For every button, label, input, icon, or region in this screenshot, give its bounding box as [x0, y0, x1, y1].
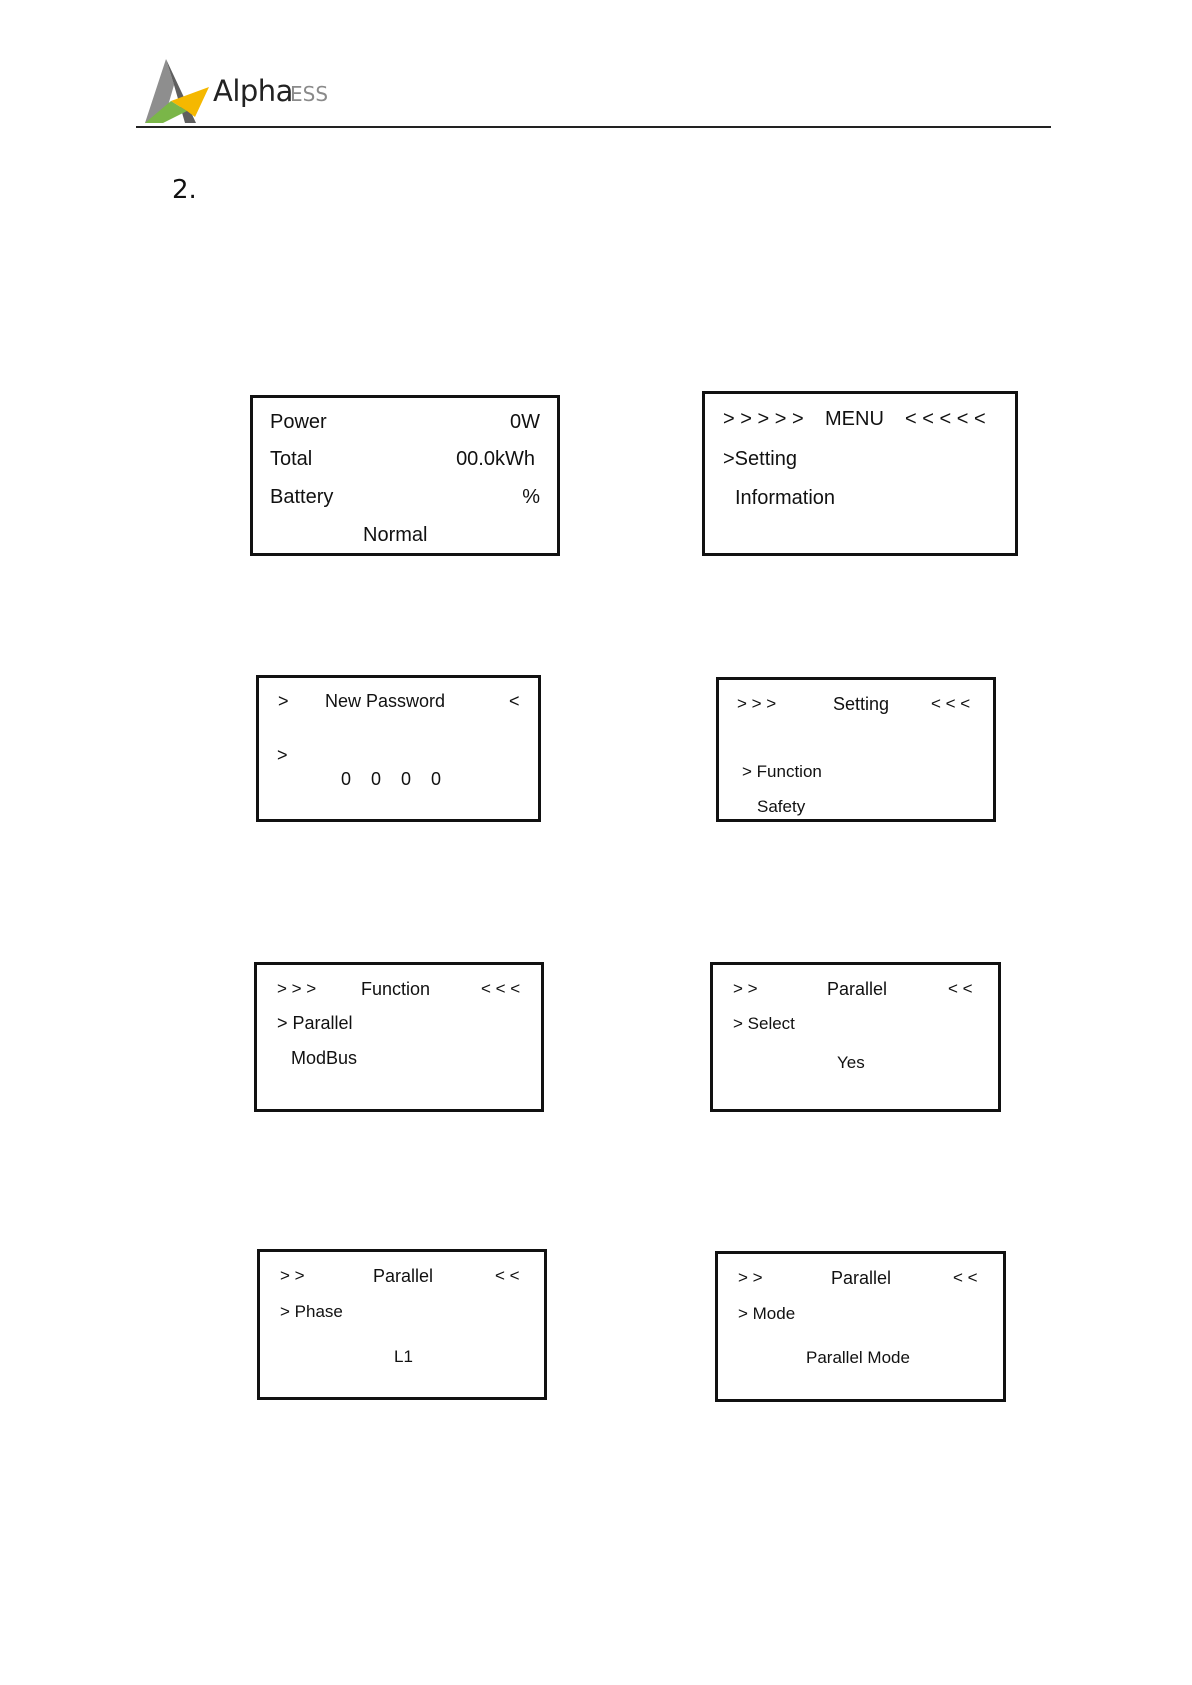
battery-label: Battery: [270, 486, 334, 508]
password-left-arrow: >: [278, 691, 289, 711]
parallel-select-right-arrows: < <: [948, 979, 973, 998]
lcd-status-screen: [250, 395, 560, 556]
parallel-phase-right-arrows: < <: [495, 1266, 520, 1285]
logo-suffix-text: ESS: [290, 82, 329, 106]
menu-title: MENU: [825, 408, 884, 430]
parallel-select-value: Yes: [837, 1053, 865, 1072]
setting-item-function: > Function: [742, 762, 822, 781]
function-right-arrows: < < <: [481, 979, 521, 998]
lcd-setting-screen: [716, 677, 996, 822]
header-divider: [136, 126, 1051, 128]
setting-left-arrows: > > >: [737, 694, 777, 713]
setting-title: Setting: [833, 694, 890, 714]
power-value: 0W: [510, 411, 540, 433]
parallel-select-item: > Select: [733, 1014, 795, 1033]
setting-right-arrows: < < <: [931, 694, 971, 713]
lcd-password-screen: [256, 675, 541, 822]
parallel-phase-title: Parallel: [373, 1266, 434, 1286]
parallel-mode-right-arrows: < <: [953, 1268, 978, 1287]
parallel-mode-title: Parallel: [831, 1268, 892, 1288]
lcd-menu-screen: [702, 391, 1018, 556]
parallel-select-title: Parallel: [827, 979, 888, 999]
battery-value: %: [522, 486, 540, 508]
function-title: Function: [361, 979, 431, 999]
section-number: 2.: [172, 175, 197, 205]
parallel-mode-value: Parallel Mode: [806, 1348, 910, 1367]
lcd-parallel-phase-screen: [257, 1249, 547, 1400]
alpha-ess-logo: [141, 57, 341, 129]
parallel-phase-left-arrows: > >: [280, 1266, 305, 1285]
parallel-mode-item: > Mode: [738, 1304, 796, 1323]
lcd-parallel-select-screen: [710, 962, 1001, 1112]
lcd-parallel-mode-screen: [715, 1251, 1006, 1402]
menu-left-arrows: > > > > >: [723, 408, 804, 430]
logo-brand-text: Alpha: [213, 74, 293, 108]
total-label: Total: [270, 448, 313, 470]
menu-item-setting: >Setting: [723, 448, 797, 470]
parallel-mode-left-arrows: > >: [738, 1268, 763, 1287]
parallel-phase-item: > Phase: [280, 1302, 343, 1321]
parallel-select-left-arrows: > >: [733, 979, 758, 998]
menu-item-information: Information: [735, 487, 836, 509]
password-digits: 0 0 0 0: [341, 769, 442, 789]
password-cursor: >: [277, 745, 288, 765]
parallel-phase-value: L1: [394, 1347, 413, 1366]
logo-mark-icon: [141, 57, 211, 127]
power-label: Power: [270, 411, 327, 433]
menu-right-arrows: < < < < <: [905, 408, 986, 430]
password-right-arrow: <: [509, 691, 520, 711]
function-left-arrows: > > >: [277, 979, 317, 998]
password-title: New Password: [325, 691, 446, 711]
status-text: Normal: [363, 524, 428, 546]
function-item-parallel: > Parallel: [277, 1013, 353, 1033]
lcd-function-screen: [254, 962, 544, 1112]
setting-item-safety: Safety: [757, 797, 806, 816]
total-value: 00.0kWh: [456, 448, 535, 470]
function-item-modbus: ModBus: [291, 1048, 358, 1068]
